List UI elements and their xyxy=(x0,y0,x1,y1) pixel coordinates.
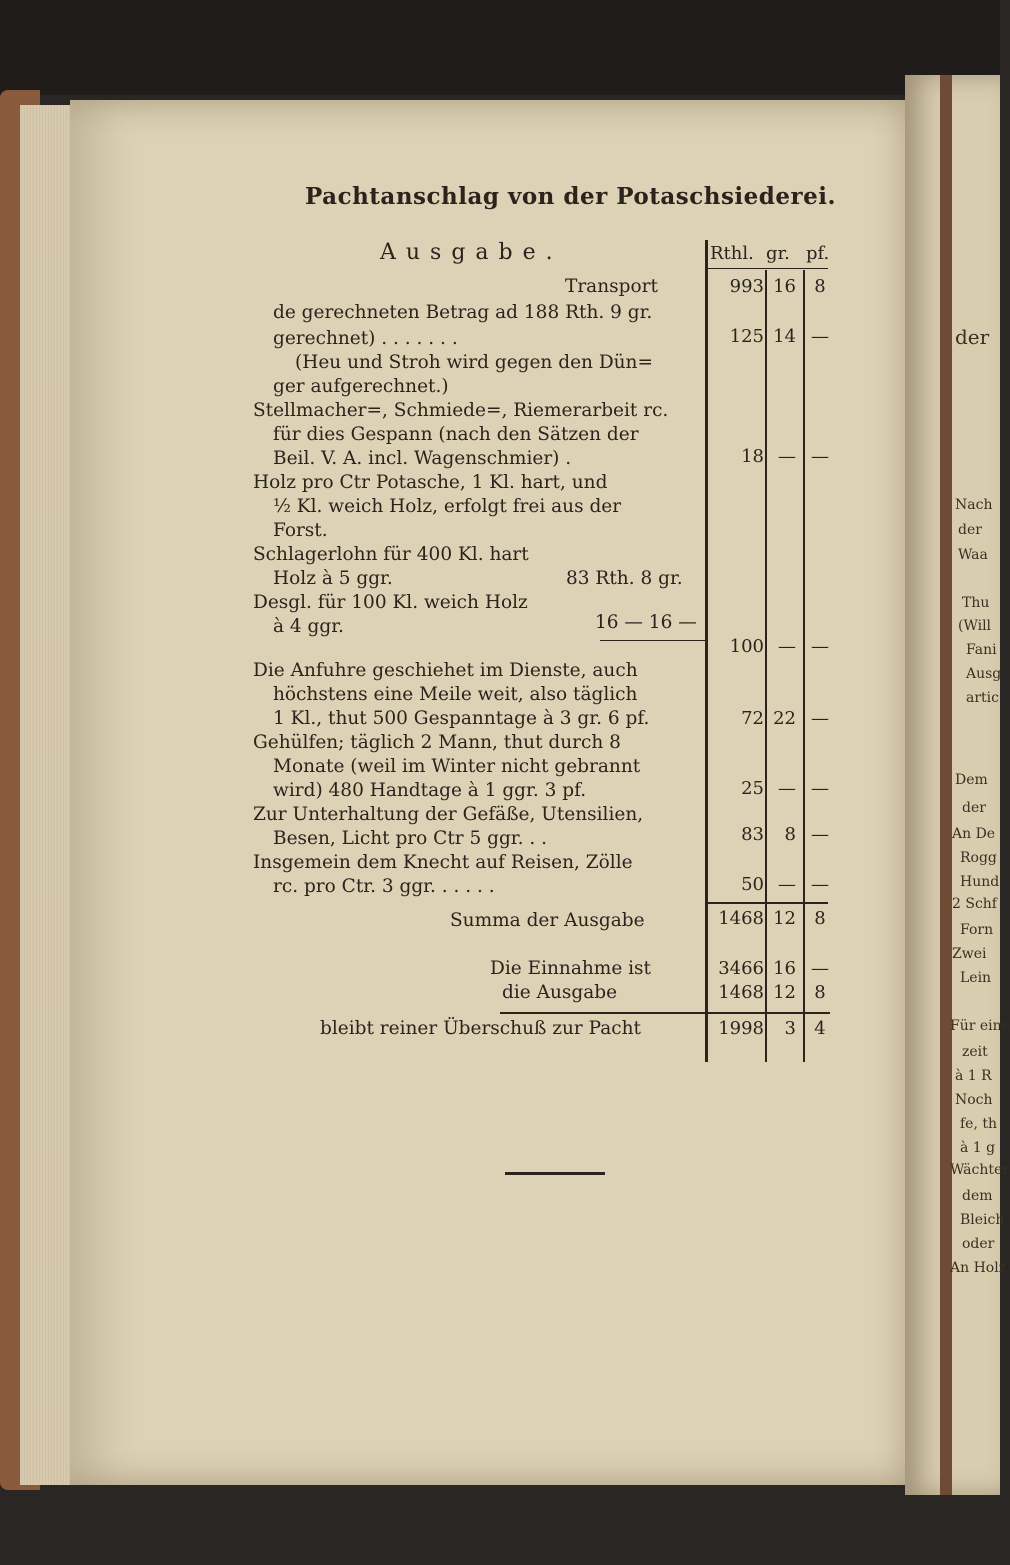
facing-page-fragment: Nach xyxy=(955,497,993,513)
column-rule-gr xyxy=(803,270,805,1062)
facing-page-fragment: An De xyxy=(952,826,996,842)
value-pf: 8 xyxy=(814,908,826,929)
text-line: Insgemein dem Knecht auf Reisen, Zölle xyxy=(253,852,633,873)
value-gr: — xyxy=(778,446,796,467)
text-line: Beil. V. A. incl. Wagenschmier) . xyxy=(273,448,572,469)
ueberschuss-rule xyxy=(500,1012,830,1014)
facing-page-fragment: Hund xyxy=(960,874,1000,890)
value-rthl: 1468 xyxy=(718,982,764,1003)
text-line: 16 — 16 — xyxy=(595,612,697,633)
facing-page-fragment: Thu xyxy=(962,595,990,611)
value-gr: 12 xyxy=(773,908,796,929)
value-rthl: 83 xyxy=(741,824,764,845)
facing-page-fragment: Noch xyxy=(955,1092,993,1108)
value-pf: — xyxy=(811,708,829,729)
text-ausgabe: die Ausgabe xyxy=(502,982,618,1003)
header-rule xyxy=(708,268,828,269)
text-line: Holz à 5 ggr. xyxy=(273,568,393,589)
text-line: gerechnet) . . . . . . . xyxy=(273,328,458,349)
facing-page-fragment: zeit xyxy=(962,1044,988,1060)
value-pf: — xyxy=(811,824,829,845)
facing-page-fragment: der xyxy=(962,800,986,816)
facing-page-fragment: artic xyxy=(966,690,999,706)
value-rthl: 25 xyxy=(741,778,764,799)
facing-page-fragment: Lein xyxy=(960,970,992,986)
value-rthl: 1998 xyxy=(718,1018,764,1039)
text-line: Stellmacher=, Schmiede=, Riemerarbeit rc. xyxy=(253,400,669,421)
value-rthl: 18 xyxy=(741,446,764,467)
value-rthl: 50 xyxy=(741,874,764,895)
text-line: Zur Unterhaltung der Gefäße, Utensilien, xyxy=(253,804,644,825)
text-line: à 4 ggr. xyxy=(273,616,344,637)
value-gr: 12 xyxy=(773,982,796,1003)
background-dark-top xyxy=(0,0,1000,95)
value-gr: 8 xyxy=(784,824,796,845)
column-header-pf: pf. xyxy=(806,243,830,264)
column-rule-left xyxy=(705,240,708,1062)
value-gr: — xyxy=(778,636,796,657)
facing-page-fragment: 2 Schf xyxy=(952,896,997,912)
facing-page-fragment: dem xyxy=(962,1188,993,1204)
facing-page-fragment: Ausg xyxy=(966,666,1002,682)
facing-page-fragment: à 1 R xyxy=(955,1068,992,1084)
value-gr: 16 xyxy=(773,276,796,297)
text-line: wird) 480 Handtage à 1 ggr. 3 pf. xyxy=(273,780,587,801)
value-rthl: 993 xyxy=(729,276,764,297)
value-pf: — xyxy=(811,874,829,895)
text-einnahme: Die Einnahme ist xyxy=(490,958,651,979)
facing-page-fragment: der xyxy=(955,325,990,349)
summa-rule xyxy=(708,902,828,904)
facing-page-fragment: Zwei xyxy=(952,946,987,962)
text-line: rc. pro Ctr. 3 ggr. . . . . . xyxy=(273,876,495,897)
facing-page-fragment: Fani xyxy=(966,642,997,658)
value-pf: — xyxy=(811,958,829,979)
value-gr: 3 xyxy=(784,1018,796,1039)
value-pf: — xyxy=(811,446,829,467)
value-rthl: 100 xyxy=(729,636,764,657)
text-transport: Transport xyxy=(565,276,658,297)
text-line: de gerechneten Betrag ad 188 Rth. 9 gr. xyxy=(273,302,653,323)
facing-page-fragment: Für eine xyxy=(950,1018,1010,1034)
column-rule-rthl xyxy=(765,270,767,1062)
facing-page-fragment: à 1 g xyxy=(960,1140,996,1156)
book-cover-right xyxy=(940,75,952,1495)
text-ueberschuss: bleibt reiner Überschuß zur Pacht xyxy=(320,1018,641,1039)
facing-page-fragment: fe, th xyxy=(960,1116,998,1132)
facing-page-fragment: oder xyxy=(962,1236,995,1252)
end-rule xyxy=(505,1172,605,1175)
text-line: höchstens eine Meile weit, also täglich xyxy=(273,684,638,705)
value-pf: 8 xyxy=(814,982,826,1003)
text-line: (Heu und Stroh wird gegen den Dün= xyxy=(295,352,653,373)
value-rthl: 1468 xyxy=(718,908,764,929)
value-gr: 22 xyxy=(773,708,796,729)
text-line: Desgl. für 100 Kl. weich Holz xyxy=(253,592,528,613)
text-summa: Summa der Ausgabe xyxy=(450,910,645,931)
text-line: ½ Kl. weich Holz, erfolgt frei aus der xyxy=(273,496,622,517)
subtotal-rule xyxy=(600,640,705,641)
value-rthl: 72 xyxy=(741,708,764,729)
page-title: Pachtanschlag von der Potaschsiederei. xyxy=(305,183,836,210)
text-line: Forst. xyxy=(273,520,328,541)
facing-page-fragment: Rogg xyxy=(960,850,997,866)
text-line: 1 Kl., thut 500 Gespanntage à 3 gr. 6 pf. xyxy=(273,708,650,729)
text-line: Holz pro Ctr Potasche, 1 Kl. hart, und xyxy=(253,472,608,493)
column-header-rthl: Rthl. xyxy=(710,243,754,264)
facing-page-fragment: An Holz xyxy=(950,1260,1007,1276)
text-line: Besen, Licht pro Ctr 5 ggr. . . xyxy=(273,828,548,849)
value-pf: — xyxy=(811,778,829,799)
value-rthl: 125 xyxy=(729,326,764,347)
value-pf: — xyxy=(811,636,829,657)
text-line: Schlagerlohn für 400 Kl. hart xyxy=(253,544,529,565)
facing-page-fragment: (Will xyxy=(958,618,992,634)
facing-page-fragment: Wächter xyxy=(950,1162,1009,1178)
facing-page-fragment: Bleich xyxy=(960,1212,1005,1228)
facing-page-fragment: Waa xyxy=(958,547,988,563)
facing-page-fragment: Dem xyxy=(955,772,988,788)
value-gr: 14 xyxy=(773,326,796,347)
text-line: für dies Gespann (nach den Sätzen der xyxy=(273,424,639,445)
value-rthl: 3466 xyxy=(718,958,764,979)
value-gr: — xyxy=(778,778,796,799)
section-heading: Ausgabe. xyxy=(380,240,563,265)
text-line: Gehülfen; täglich 2 Mann, thut durch 8 xyxy=(253,732,621,753)
column-header-gr: gr. xyxy=(766,243,790,264)
text-line: Monate (weil im Winter nicht gebrannt xyxy=(273,756,641,777)
value-gr: — xyxy=(778,874,796,895)
text-line: ger aufgerechnet.) xyxy=(273,376,449,397)
text-line: 83 Rth. 8 gr. xyxy=(566,568,683,589)
value-pf: — xyxy=(811,326,829,347)
facing-page-fragment: Forn xyxy=(960,922,994,938)
facing-page-fragment: der xyxy=(958,522,982,538)
value-pf: 8 xyxy=(814,276,826,297)
text-line: Die Anfuhre geschiehet im Dienste, auch xyxy=(253,660,638,681)
value-gr: 16 xyxy=(773,958,796,979)
value-pf: 4 xyxy=(814,1018,826,1039)
